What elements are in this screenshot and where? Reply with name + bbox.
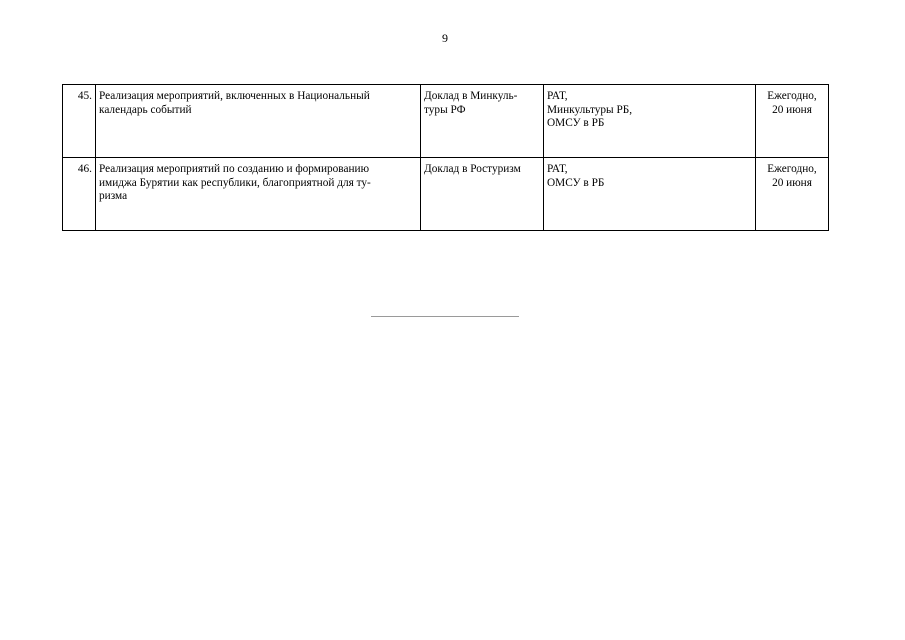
executor-line: РАТ, [547, 163, 568, 175]
event-name-cell [96, 85, 421, 158]
deadline-cell [756, 158, 829, 231]
row-number: 46. [63, 158, 96, 231]
report-form-cell [421, 158, 544, 231]
report-form-line: туры РФ [424, 103, 466, 116]
executor-line: ОМСУ в РБ [547, 176, 605, 189]
event-name-line: Реализация мероприятий по созданию и формированию [99, 163, 370, 175]
event-name-cell [96, 158, 421, 231]
executor-line: ОМСУ в РБ [547, 117, 605, 129]
event-name-line: ризма [99, 190, 128, 202]
executor-line: РАТ, [547, 90, 568, 102]
end-separator-line [371, 316, 519, 317]
plan-table [62, 84, 829, 231]
executors-cell [544, 85, 756, 158]
event-name-line: имиджа Бурятии как республики, благоприятной для ту- [99, 176, 371, 189]
table-row [63, 158, 829, 231]
page-number: 9 [442, 31, 448, 45]
deadline-cell [756, 85, 829, 158]
event-name-line: Реализация мероприятий, включенных в Национальный [99, 90, 370, 102]
deadline-line: Ежегодно, [767, 90, 817, 102]
row-number: 45. [63, 85, 96, 158]
deadline-line: 20 июня [772, 176, 812, 189]
executors-cell [544, 158, 756, 231]
executor-line: Минкультуры РБ, [547, 103, 633, 116]
event-name-line: календарь событий [99, 103, 192, 116]
report-form-line: Доклад в Минкуль- [424, 90, 518, 102]
report-form-cell [421, 85, 544, 158]
table-row [63, 85, 829, 158]
report-form-line: Доклад в Ростуризм [424, 163, 521, 175]
deadline-line: 20 июня [772, 103, 812, 116]
deadline-line: Ежегодно, [767, 163, 817, 175]
